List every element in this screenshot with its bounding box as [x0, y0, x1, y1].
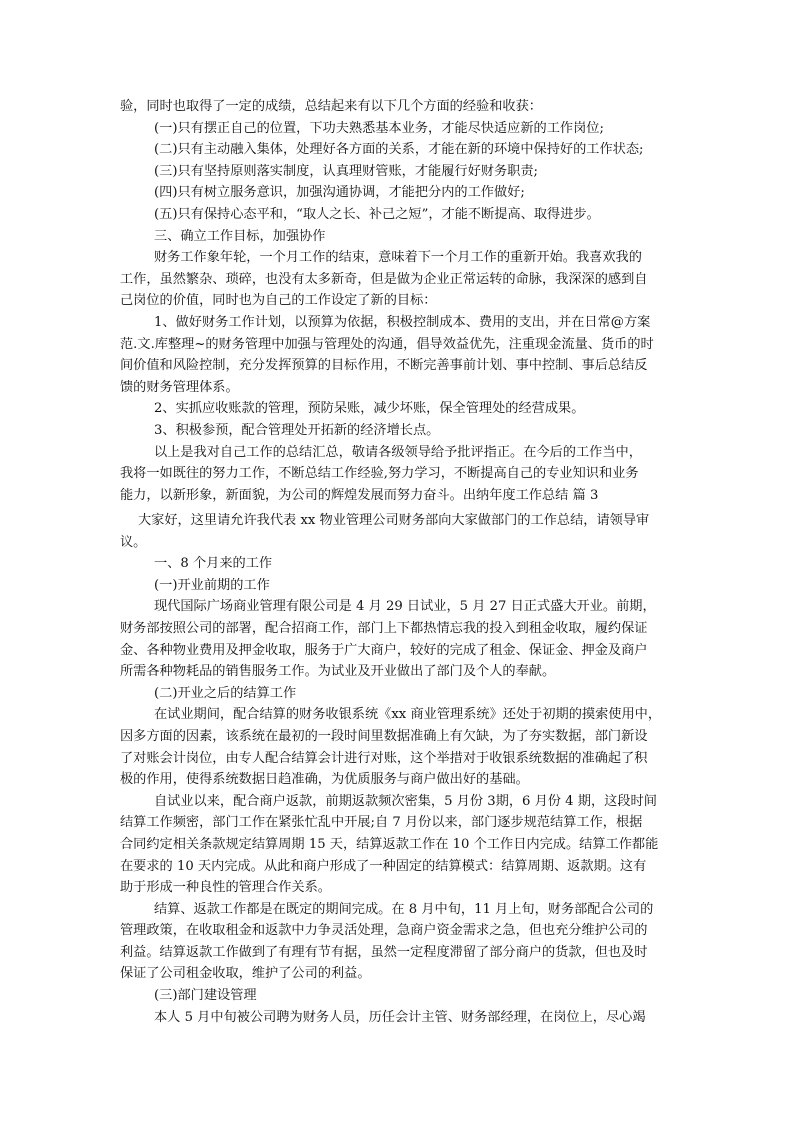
text-line: 助于形成一种良性的管理合作关系。	[120, 880, 331, 896]
text-line: 合同约定相关条款规定结算周期 15 天，结算返款工作在 10 个工作日内完成。结算工作都能	[120, 836, 659, 852]
text-line: (一)只有摆正自己的位置，下功夫熟悉基本业务，才能尽快适应新的工作岗位;	[154, 120, 604, 136]
text-line: 馈的财务管理体系。	[120, 379, 239, 395]
text-line: 1、做好财务工作计划，以预算为依据，积极控制成本、费用的支出，并在日常@方案	[154, 314, 651, 330]
text-line: (五)只有保持心态平和，“取人之长、补己之短”，才能不断提高、取得进步。	[154, 206, 600, 222]
text-line: 因多方面的因素，该系统在最初的一段时间里数据准确上有欠缺，为了夯实数据，部门新设	[120, 728, 648, 744]
text-line: 我将一如既往的努力工作，不断总结工作经验,努力学习，不断提高自己的专业知识和业务	[120, 466, 639, 482]
text-line: 2、实抓应收账款的管理，预防呆账，减少坏账，保全管理处的经营成果。	[154, 401, 585, 417]
text-line: 议。	[120, 534, 147, 550]
text-line: 极的作用，使得系统数据日趋准确，为优质服务与商户做出好的基础。	[120, 772, 529, 788]
text-line: 财务部按照公司的部署，配合招商工作，部门上下都热情忘我的投入到租金收取，履约保证	[120, 620, 648, 636]
text-line: 己岗位的价值，同时也为自己的工作设定了新的目标：	[120, 293, 437, 309]
text-line: (四)只有树立服务意识，加强沟通协调，才能把分内的工作做好;	[154, 185, 525, 201]
text-line: 在试业期间，配合结算的财务收银系统《xx 商业管理系统》还处于初期的摸索使用中，	[154, 707, 662, 723]
text-line: 自试业以来，配合商户返款，前期返款频次密集，5 月份 3期，6 月份 4 期，这段时间	[154, 793, 657, 809]
text-block-1	[120, 96, 678, 506]
text-line: 结算、返款工作都是在既定的期间完成。在 8 月中旬，11 月上旬，财务部配合公司的	[154, 901, 654, 917]
text-line: 大家好，这里请允许我代表 xx 物业管理公司财务部向大家做部门的工作总结，请领导审	[138, 513, 650, 528]
text-line: (三)只有坚持原则落实制度，认真理财管账，才能履行好财务职责;	[154, 163, 538, 179]
text-line: 所需各种物耗品的销售服务工作。为试业及开业做出了部门及个人的奉献。	[120, 664, 556, 680]
text-line: 间价值和风险控制，充分发挥预算的目标作用，不断完善事前计划、事中控制、事后总结反	[120, 358, 648, 374]
text-line: 本人 5 月中旬被公司聘为财务人员，历任会计主管、财务部经理，在岗位上，尽心竭	[154, 1009, 646, 1025]
text-line: (二)只有主动融入集体，处理好各方面的关系，才能在新的环境中保持好的工作状态;	[154, 142, 644, 158]
text-line: 以上是我对自己工作的总结汇总，敬请各级领导给予批评指正。在今后的工作当中，	[154, 444, 642, 460]
text-line: 现代国际广场商业管理有限公司是 4 月 29 日试业，5 月 27 日正式盛大开业。前期，	[154, 599, 656, 615]
text-block-2	[120, 510, 678, 1028]
text-line: (二)开业之后的结算工作	[154, 685, 297, 701]
text-line: 结算工作频密，部门工作在紧张忙乱中开展;自 7 月份以来，部门逐步规范结算工作，根据	[120, 815, 643, 831]
text-line: 验，同时也取得了一定的成绩，总结起来有以下几个方面的经验和收获：	[120, 99, 542, 114]
text-line: 利益。结算返款工作做到了有理有节有据，虽然一定程度滞留了部分商户的货款，但也及时	[120, 944, 648, 960]
text-line: 财务工作象年轮，一个月工作的结束，意味着下一个月工作的重新开始。我喜欢我的	[154, 250, 642, 266]
text-line: 一、8 个月来的工作	[154, 556, 273, 572]
text-line: (一)开业前期的工作	[154, 577, 270, 593]
text-line: 三、确立工作目标，加强协作	[154, 228, 326, 244]
text-line: (三)部门建设管理	[154, 988, 257, 1004]
text-line: 范.文.库整理~的财务管理中加强与管理处的沟通，倡导效益优先，注重现金流量、货币的时	[120, 336, 654, 352]
text-line: 金、各种物业费用及押金收取，服务于广大商户，较好的完成了租金、保证金、押金及商户	[120, 642, 648, 658]
text-line: 了对账会计岗位，由专人配合结算会计进行对账，这个举措对于收银系统数据的准确起了积	[120, 750, 648, 766]
text-line: 管理政策，在收取租金和返款中力争灵活处理，急商户资金需求之急，但也充分维护公司的	[120, 923, 648, 939]
text-line: 在要求的 10 天内完成。从此和商户形成了一种固定的结算模式：结算周期、返款期。这有	[120, 858, 647, 874]
text-line: 能力，以新形象，新面貌，为公司的辉煌发展而努力奋斗。出纳年度工作总结 篇 3	[120, 487, 599, 503]
text-line: 3、积极参预，配合管理处开拓新的经济增长点。	[154, 422, 440, 438]
text-line: 工作，虽然繁杂、琐碎，也没有太多新奇，但是做为企业正常运转的命脉，我深深的感到自	[120, 271, 648, 287]
text-line: 保证了公司租金收取，维护了公司的利益。	[120, 966, 371, 982]
